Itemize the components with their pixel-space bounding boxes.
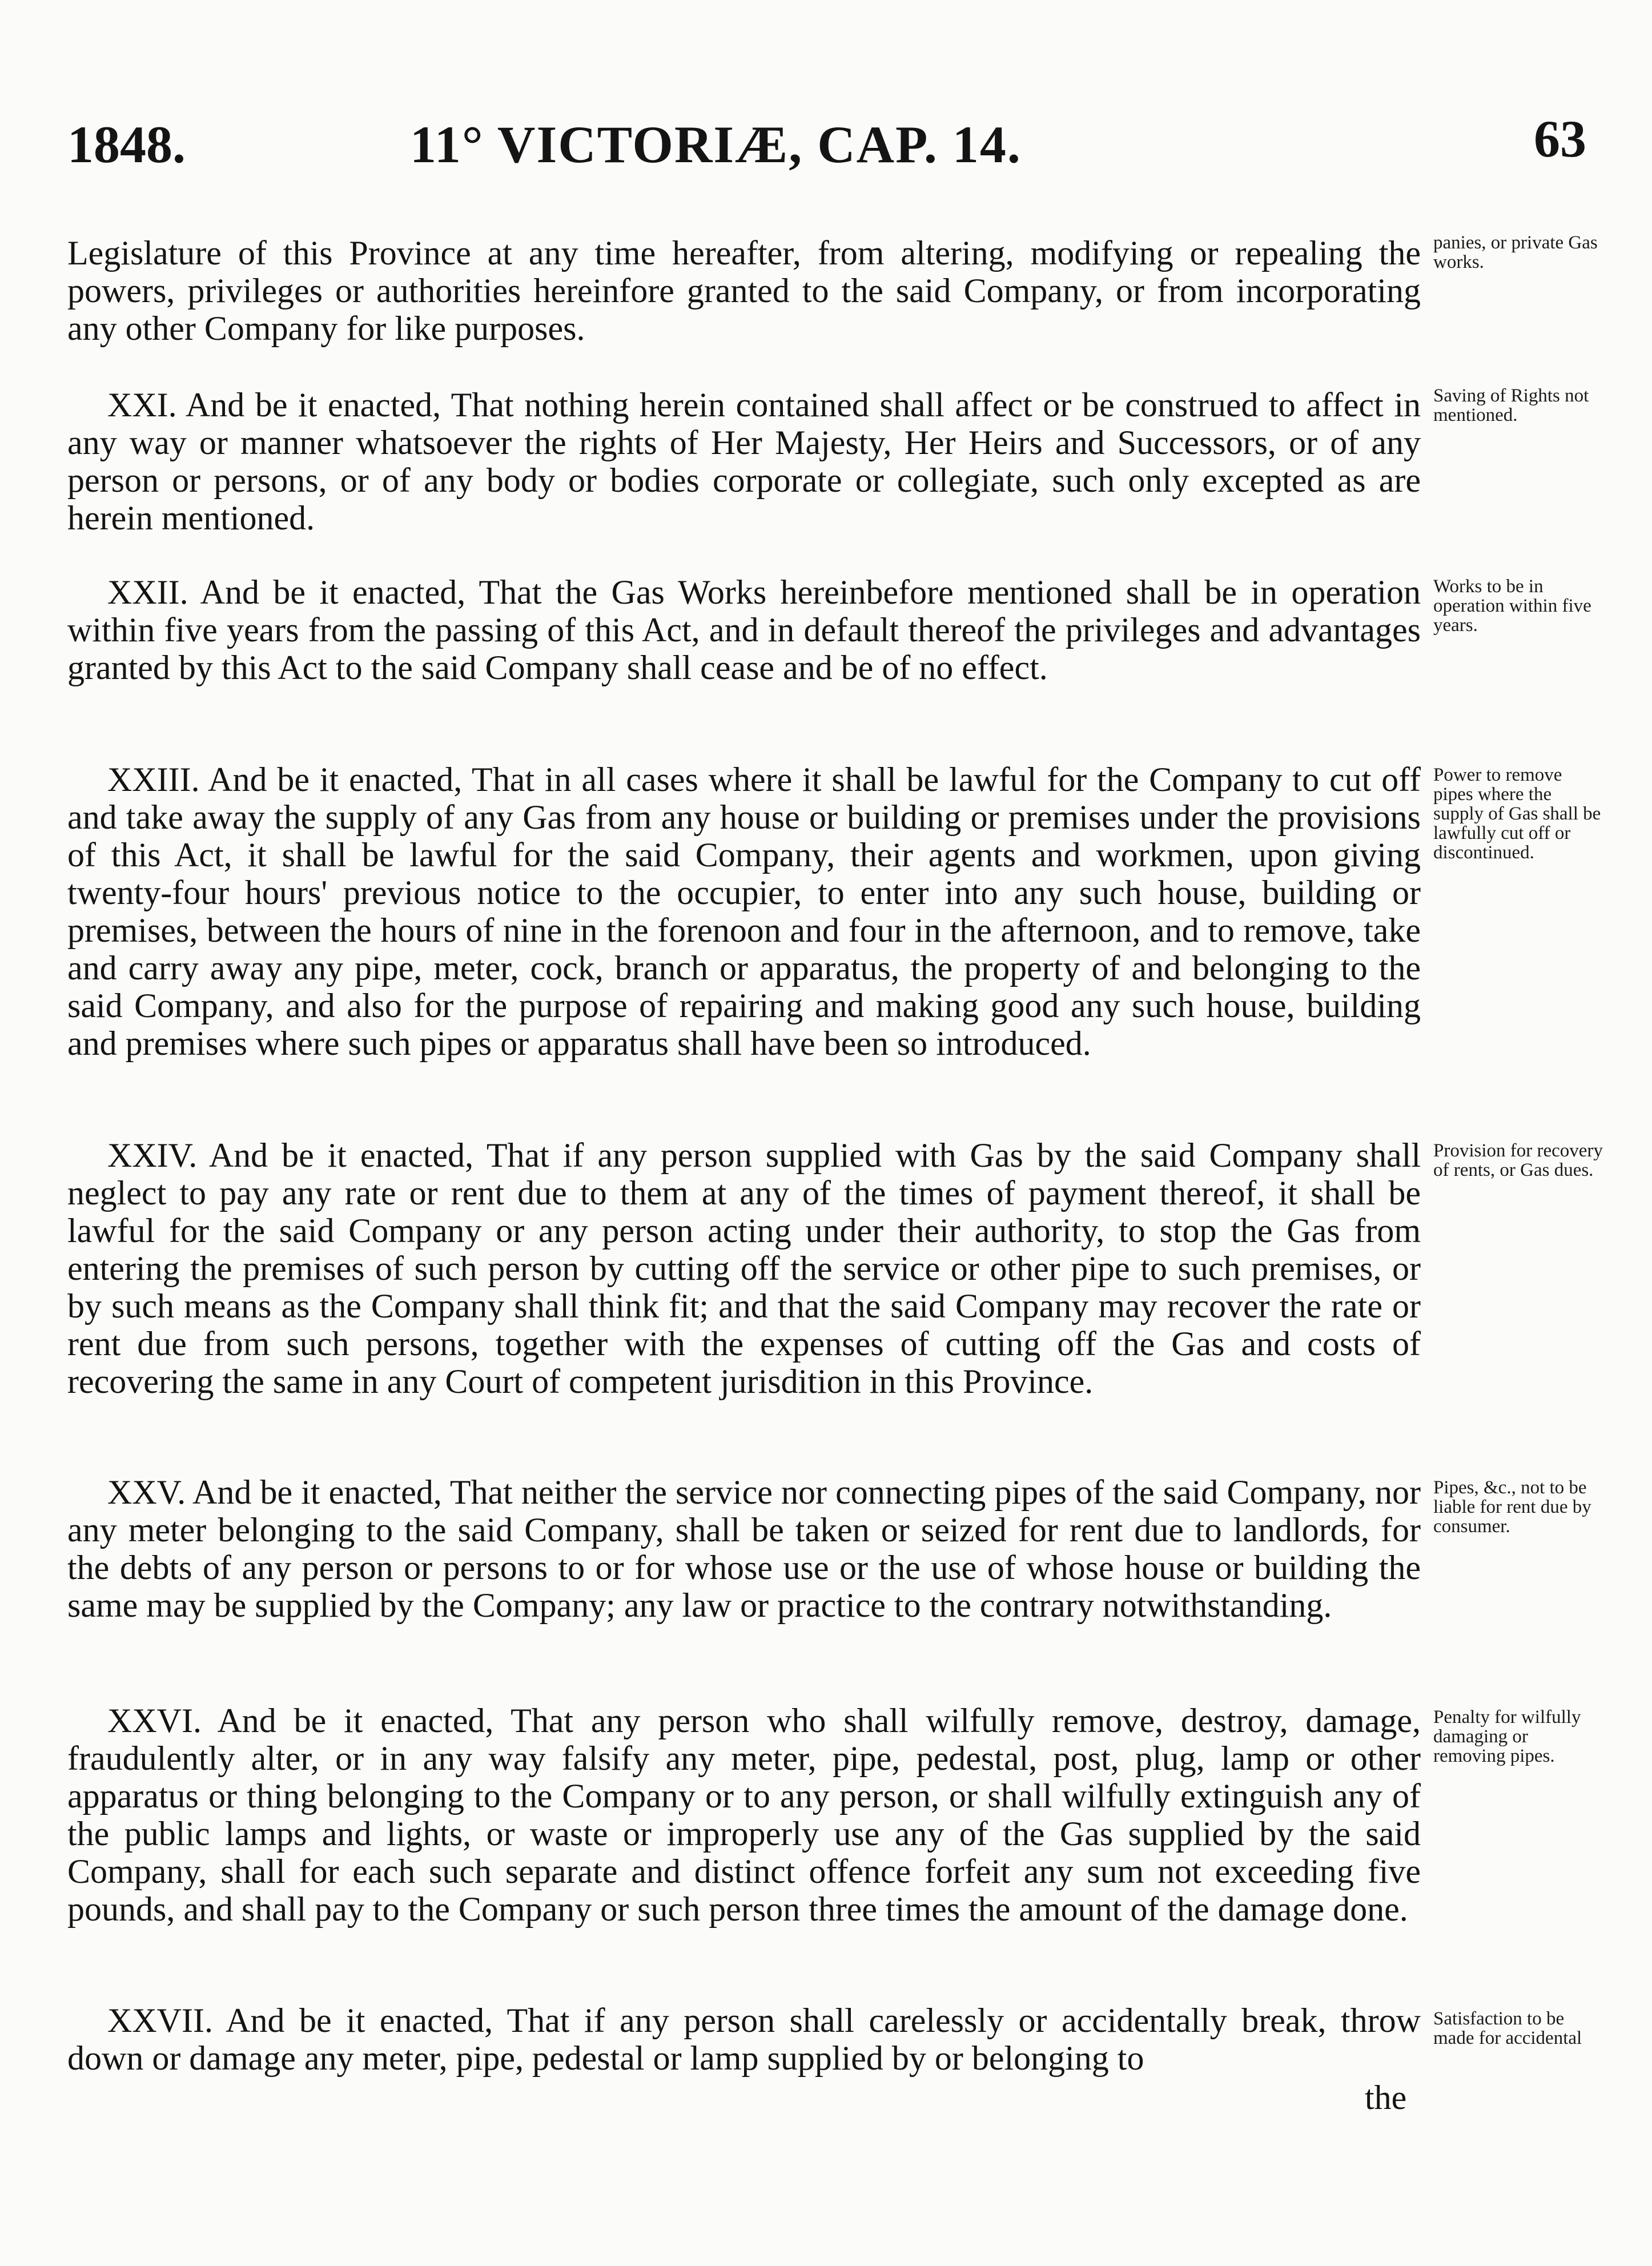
page-number: 63 xyxy=(1534,110,1586,168)
header-title: 11° VICTORIÆ, CAP. 14. xyxy=(410,115,1022,174)
margin-note: Works to be in operation within five years. xyxy=(1433,576,1591,636)
section-xxiii xyxy=(67,761,1421,1062)
margin-note: Provision for recovery of rents, or Gas dues. xyxy=(1433,1140,1603,1180)
section-xxii xyxy=(67,573,1421,686)
margin-note: panies, or private Gas works. xyxy=(1433,232,1598,272)
margin-note: Pipes, &c., not to be liable for rent due by consumer. xyxy=(1433,1477,1591,1537)
section-text: XXVII. And be it enacted, That if any person shall carelessly or accidentally break, throw down or damage any meter, pipe, pedestal or lamp supplied by or belonging to xyxy=(67,2002,1421,2077)
margin-note: Power to remove pipes where the supply of Gas shall be lawfully cut off or discontinued. xyxy=(1433,765,1601,863)
section-text: Legislature of this Province at any time hereafter, from altering, modifying or repealing the powers, privileges or authorities hereinfore granted to the said Company, or from incorporating any other Company for like purposes. xyxy=(67,234,1421,347)
section-text: XXII. And be it enacted, That the Gas Works hereinbefore mentioned shall be in operation within five years from the passing of this Act, and in default thereof the privileges and advantages granted by this Act to the said Company shall cease and be of no effect. xyxy=(67,573,1421,686)
section-text: XXIV. And be it enacted, That if any person supplied with Gas by the said Company shall neglect to pay any rate or rent due to them at any of the times of payment thereof, it shall be lawful for the said Company or any person acting under their authority, to stop the Gas from entering the premises of such person by cutting off the service or other pipe to such premises, or by such means as the Company shall think fit; and that the said Company may recover the rate or rent due from such persons, together with the expenses of cutting off the Gas and costs of recovering the same in any Court of competent jurisdition in this Province. xyxy=(67,1136,1421,1400)
margin-note: Saving of Rights not mentioned. xyxy=(1433,385,1589,425)
section-text: XXIII. And be it enacted, That in all cases where it shall be lawful for the Company to cut off and take away the supply of any Gas from any house or building or premises under the provisions of this Act, it shall be lawful for the said Company, their agents and workmen, upon giving twenty-four hours' previous notice to the occupier, to enter into any such house, building or premises, between the hours of nine in the forenoon and four in the afternoon, and to remove, take and carry away any pipe, meter, cock, branch or apparatus, the property of and belonging to the said Company, and also for the purpose of repairing and making good any such house, building and premises where such pipes or apparatus shall have been so introduced. xyxy=(67,761,1421,1062)
section-text: XXI. And be it enacted, That nothing herein contained shall affect or be construed to affect in any way or manner whatsoever the rights of Her Majesty, Her Heirs and Successors, or of any person or persons, or of any body or bodies corporate or collegiate, such only excepted as are herein mentioned. xyxy=(67,386,1421,537)
section-xxvi xyxy=(67,1702,1421,1928)
section-text: XXVI. And be it enacted, That any person who shall wilfully remove, destroy, damage, fraudulently alter, or in any way falsify any meter, pipe, pedestal, post, plug, lamp or other apparatus or thing belonging to the Company or to any person, or shall wilfully extinguish any of the public lamps and lights, or waste or improperly use any of the Gas supplied by the said Company, shall for each such separate and distinct offence forfeit any sum not exceeding five pounds, and shall pay to the Company or such person three times the amount of the damage done. xyxy=(67,1702,1421,1928)
section-xxiv xyxy=(67,1136,1421,1400)
section-continuation xyxy=(67,234,1421,347)
page-header xyxy=(67,110,1586,194)
section-xxvii xyxy=(67,2002,1421,2077)
catchword: the xyxy=(1365,2079,1407,2116)
header-year: 1848. xyxy=(67,115,186,174)
margin-note: Penalty for wilfully damaging or removing pipes. xyxy=(1433,1707,1581,1766)
section-text: XXV. And be it enacted, That neither the service nor connecting pipes of the said Company, nor any meter belonging to the said Company, shall be taken or seized for rent due to landlords, for the debts of any person or persons to or for whose use or the use of whose house or building the same may be supplied by the Company; any law or practice to the contrary notwithstanding. xyxy=(67,1473,1421,1624)
section-xxv xyxy=(67,1473,1421,1624)
section-xxi xyxy=(67,386,1421,537)
margin-note: Satisfaction to be made for accidental xyxy=(1433,2008,1582,2048)
